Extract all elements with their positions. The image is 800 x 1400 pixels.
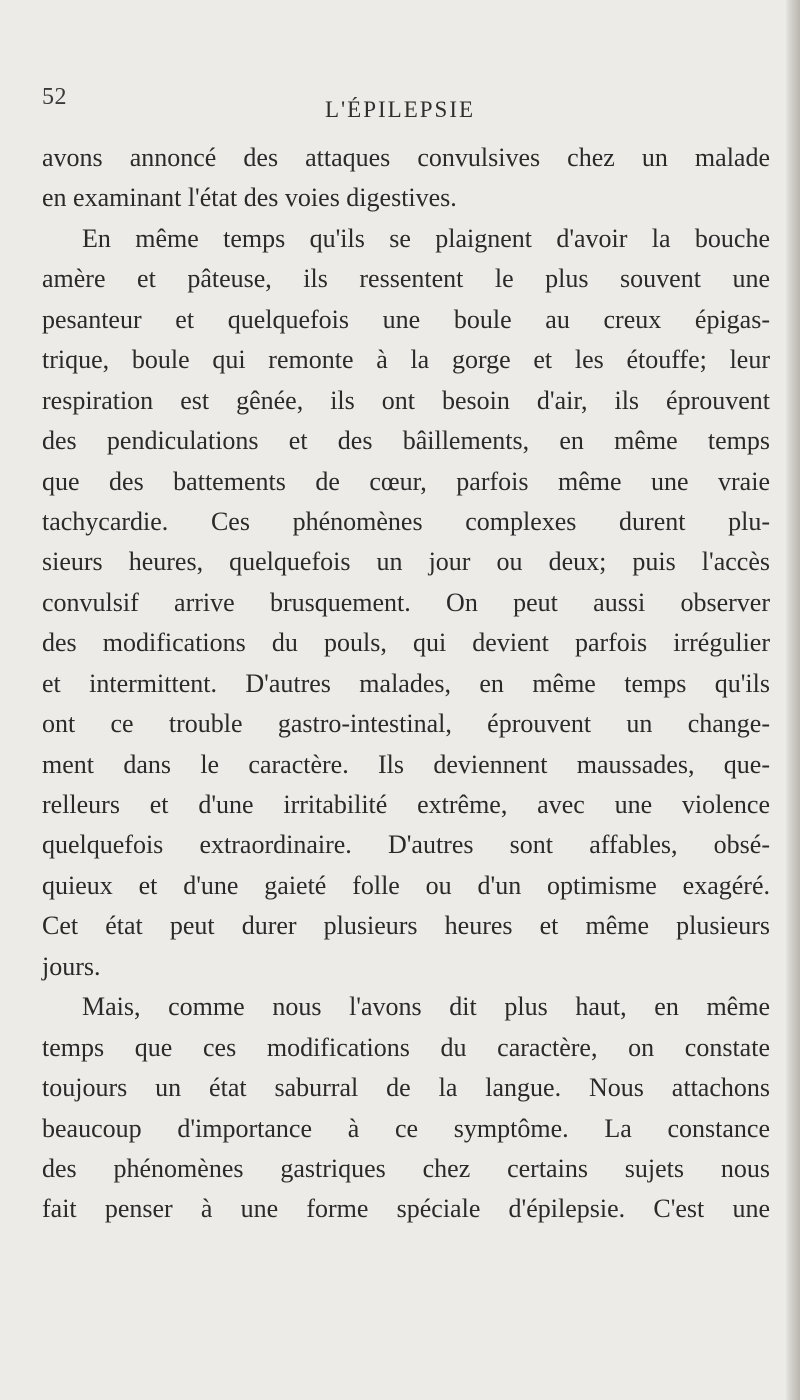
text-line: En même temps qu'ils se plaignent d'avoir la bouche [82,223,770,253]
text-line: pesanteur et quelquefois une boule au creux épigas- [42,304,770,334]
text-line: quelquefois extraordinaire. D'autres sont affables, obsé- [42,830,770,860]
text-line: trique, boule qui remonte à la gorge et les étouffe; leur [42,345,770,375]
text-line: jours. [42,951,101,981]
text-line: Mais, comme nous l'avons dit plus haut, en même [82,992,770,1022]
text-line: des pendiculations et des bâillements, en même temps [42,426,770,456]
text-line: fait penser à une forme spéciale d'épilepsie. C'est une [42,1194,770,1224]
text-line: respiration est gênée, ils ont besoin d'air, ils éprouvent [42,385,770,415]
text-line: et intermittent. D'autres malades, en même temps qu'ils [42,668,770,698]
text-line: en examinant l'état des voies digestives. [42,183,457,213]
text-line: sieurs heures, quelquefois un jour ou deux; puis l'accès [42,547,770,577]
text-line: convulsif arrive brusquement. On peut aussi observer [42,587,770,617]
text-line: amère et pâteuse, ils ressentent le plus souvent une [42,264,770,294]
text-line: ment dans le caractère. Ils deviennent maussades, que- [42,749,770,779]
page-edge [786,0,800,1400]
running-head: L'ÉPILEPSIE [324,97,476,122]
body-text [42,138,770,1230]
text-line: des phénomènes gastriques chez certains sujets nous [42,1153,770,1183]
text-line: quieux et d'une gaieté folle ou d'un optimisme exagéré. [42,870,770,900]
text-line: Cet état peut durer plusieurs heures et même plusieurs [42,911,770,941]
text-line: ont ce trouble gastro-intestinal, éprouvent un change- [42,709,770,739]
text-line: toujours un état saburral de la langue. Nous attachons [42,1073,770,1103]
text-line: des modifications du pouls, qui devient parfois irrégulier [42,628,770,658]
text-line: beaucoup d'importance à ce symptôme. La constance [42,1113,770,1143]
text-line: que des battements de cœur, parfois même une vraie [42,466,770,496]
page-number: 52 [42,84,67,110]
text-line: relleurs et d'une irritabilité extrême, avec une violence [42,790,770,819]
text-line: tachycardie. Ces phénomènes complexes durent plu- [42,506,770,536]
text-line: temps que ces modifications du caractère, on constate [42,1032,770,1062]
text-line: avons annoncé des attaques convulsives chez un malade [42,143,770,172]
